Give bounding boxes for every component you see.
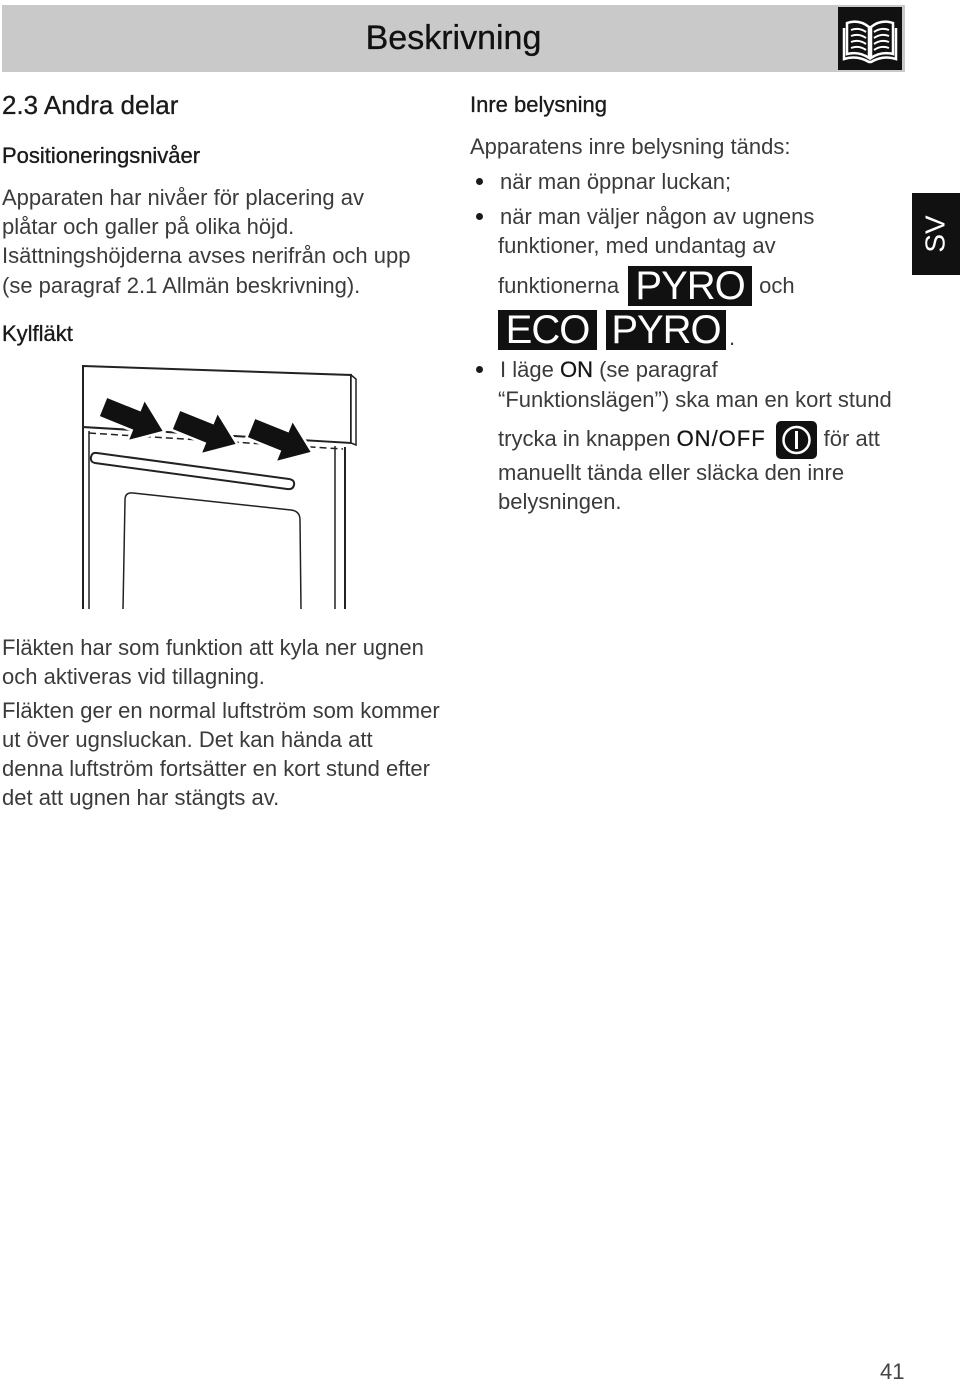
paragraph-line: och aktiveras vid tillagning. [2, 664, 265, 689]
language-tab-label: SV [919, 215, 951, 253]
positioning-heading: Positioneringsnivåer [2, 143, 201, 168]
bullet [476, 213, 483, 220]
paragraph-line: (se paragraf 2.1 Allmän beskrivning). [2, 273, 361, 298]
eco-badge: ECO [498, 310, 597, 350]
on-key-label: ON [559, 357, 593, 382]
bullet-text: när man väljer någon av ugnens [500, 204, 815, 229]
door-window [123, 493, 301, 609]
power-icon [776, 421, 817, 459]
bullet-text: “Funktionslägen”) ska man en kort stund [498, 387, 892, 412]
bullet [476, 178, 483, 185]
paragraph-line: det att ugnen har stängts av. [2, 785, 280, 810]
bullet-text: trycka in knappen [498, 426, 671, 451]
paragraph-line: ut över ugnsluckan. Det kan hända att [2, 727, 373, 752]
bullet-text: när man öppnar luckan; [500, 169, 732, 194]
door-handle [91, 453, 294, 489]
bullet-text-line [500, 356, 718, 384]
interior-light-intro: Apparatens inre belysning tänds: [470, 134, 791, 159]
page-title: Beskrivning [365, 19, 542, 57]
bullet-text: manuellt tända eller släcka den inre [498, 460, 845, 485]
bullet-text: funktionerna [498, 273, 620, 298]
cooling-fan-heading: Kylfläkt [2, 321, 73, 346]
paragraph-line: Fläkten har som funktion att kyla ner ugnen [2, 635, 424, 660]
paragraph-line: Isättningshöjderna avses nerifrån och upp [2, 243, 411, 268]
paragraph-line: denna luftström fortsätter en kort stund efter [2, 756, 430, 781]
on-off-key-label: ON/OFF [676, 426, 766, 451]
section-title: 2.3 Andra delar [2, 90, 179, 120]
bullet-text: . [729, 325, 736, 350]
bullet-text-with-badge [498, 266, 795, 306]
bullet-text-line [498, 419, 880, 459]
interior-light-heading: Inre belysning [470, 92, 607, 117]
eco-pyro-badge-group [498, 310, 735, 350]
bullet-text: för att [823, 426, 880, 451]
book-icon [838, 7, 902, 70]
paragraph-line: Apparaten har nivåer för placering av [2, 185, 364, 210]
paragraph-line: Fläkten ger en normal luftström som kommer [2, 698, 440, 723]
pyro-badge: PYRO [606, 310, 726, 350]
paragraph-line: plåtar och galler på olika höjd. [2, 214, 295, 239]
bullet-text: funktioner, med undantag av [498, 233, 776, 258]
bullet-text: belysningen. [498, 489, 622, 514]
oven-illustration [81, 363, 357, 609]
bullet-text: (se paragraf [599, 357, 718, 382]
page-number: 41 [880, 1359, 905, 1384]
control-panel-side [351, 375, 356, 445]
bullet [476, 366, 483, 373]
header-band [2, 5, 905, 72]
pyro-badge: PYRO [628, 266, 752, 306]
language-tab [912, 193, 960, 275]
bullet-text: och [759, 273, 795, 298]
bullet-text: I läge [500, 357, 554, 382]
